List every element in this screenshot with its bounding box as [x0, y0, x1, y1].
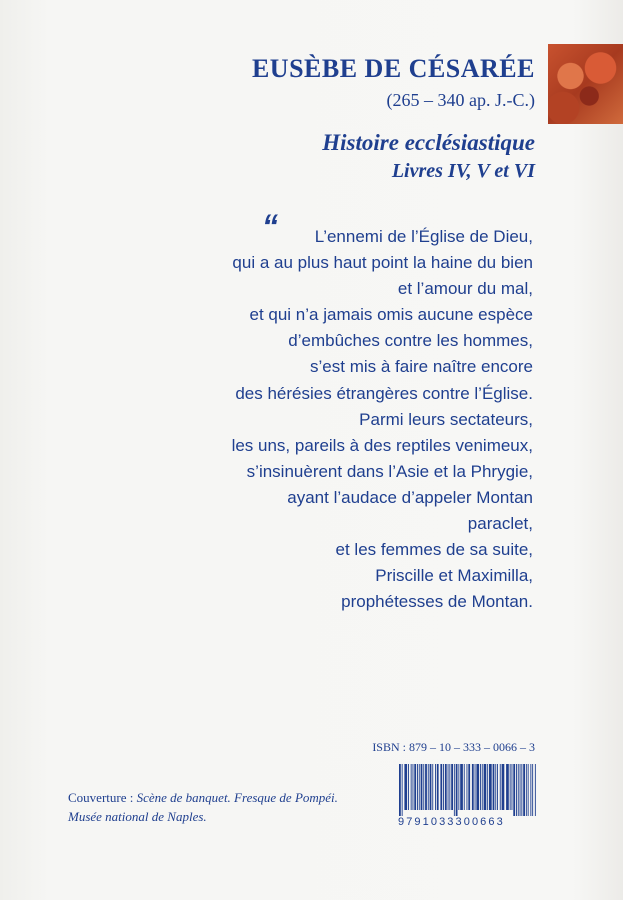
barcode: [398, 764, 538, 816]
quote-line: Parmi leurs sectateurs,: [359, 409, 533, 429]
barcode-bar: [480, 764, 481, 810]
author-name: EUSÈBE DE CÉSARÉE: [251, 54, 535, 83]
cover-credit-label: Couverture :: [68, 790, 134, 805]
quote-line: s’est mis à faire naître encore: [310, 357, 533, 377]
barcode-bar: [467, 764, 468, 810]
barcode-bar: [518, 764, 519, 816]
barcode-bar: [456, 764, 458, 816]
barcode-bar: [493, 764, 495, 810]
barcode-bar: [516, 764, 517, 816]
barcode-bar: [510, 764, 511, 810]
barcode-bar: [437, 764, 439, 810]
barcode-bar: [435, 764, 436, 810]
fresco-thumbnail: [548, 44, 623, 124]
barcode-bar: [487, 764, 488, 810]
barcode-bar: [468, 764, 470, 810]
barcode-bar: [449, 764, 450, 810]
barcode-bar: [419, 764, 420, 810]
barcode-bar: [512, 764, 513, 810]
barcode-bar: [402, 764, 403, 816]
barcode-bar: [432, 764, 433, 810]
barcode-bar: [472, 764, 474, 810]
barcode-bar: [523, 764, 525, 816]
barcode-bar: [399, 764, 401, 816]
barcode-bar: [530, 764, 531, 816]
barcode-bar: [454, 764, 455, 816]
barcode-bar: [475, 764, 476, 810]
quote-text: [113, 224, 533, 615]
barcode-bar: [526, 764, 527, 816]
barcode-bar: [443, 764, 444, 810]
quote-line: paraclet,: [467, 514, 533, 534]
barcode-bar: [404, 764, 407, 810]
quote-mark: “: [262, 208, 278, 244]
barcode-bar: [495, 764, 496, 810]
quote-line: d’embûches contre les hommes,: [288, 331, 533, 351]
barcode-bar: [413, 764, 414, 810]
barcode-bar: [411, 764, 412, 810]
quote-line: s’insinuèrent dans l’Asie et la Phrygie,: [246, 461, 533, 481]
barcode-bar: [448, 764, 449, 810]
barcode-bar: [423, 764, 424, 810]
barcode-bar: [532, 764, 533, 816]
quote-line: et l’amour du mal,: [397, 279, 533, 299]
barcode-bar: [482, 764, 483, 810]
barcode-bar: [430, 764, 432, 810]
barcode-bar: [497, 764, 498, 810]
quote-line: et qui n’a jamais omis aucune espèce: [249, 305, 533, 325]
book-subtitle: Livres IV, V et VI: [391, 160, 535, 182]
barcode-bar: [489, 764, 492, 810]
cover-credit-title: Scène de banquet. Fresque de Pompéi.: [136, 790, 338, 805]
barcode-bar: [451, 764, 453, 810]
cover-credit-museum: Musée national de Naples.: [68, 809, 207, 824]
barcode-bar: [440, 764, 442, 810]
book-title: Histoire ecclésiastique: [322, 130, 535, 155]
barcode-bar: [513, 764, 515, 816]
barcode-bar: [506, 764, 509, 810]
barcode-bar: [445, 764, 447, 810]
cover-credit: [68, 788, 338, 826]
quote-line: les uns, pareils à des reptiles venimeux,: [231, 435, 533, 455]
barcode-bar: [428, 764, 429, 810]
author-dates: (265 – 340 ap. J.-C.): [386, 90, 535, 110]
barcode-bar: [464, 764, 465, 810]
quote-line: des hérésies étrangères contre l’Église.: [235, 383, 533, 403]
barcode-bar: [500, 764, 501, 810]
barcode-bar: [421, 764, 423, 810]
barcode-bar: [535, 764, 536, 816]
barcode-bar: [460, 764, 463, 810]
barcode-bar: [414, 764, 416, 810]
quote-line: qui a au plus haut point la haine du bien: [232, 253, 533, 273]
barcode-bar: [484, 764, 487, 810]
quote-line: prophétesses de Montan.: [341, 592, 533, 612]
quote-line: Priscille et Maximilla,: [375, 566, 533, 586]
barcode-bar: [502, 764, 505, 810]
barcode-bar: [476, 764, 479, 810]
barcode-bar: [528, 764, 529, 816]
quote-line: et les femmes de sa suite,: [335, 540, 533, 560]
isbn: ISBN : 879 – 10 – 333 – 0066 – 3: [372, 740, 535, 754]
barcode-bar: [408, 764, 409, 810]
barcode-digits: 9791033300663: [398, 816, 505, 828]
quote-line: ayant l’audace d’appeler Montan: [287, 487, 533, 507]
quote-line: L’ennemi de l’Église de Dieu,: [314, 227, 533, 246]
barcode-bar: [417, 764, 418, 810]
barcode-bar: [425, 764, 427, 810]
barcode-bar: [521, 764, 522, 816]
barcode-bar: [520, 764, 521, 816]
barcode-bar: [458, 764, 459, 810]
